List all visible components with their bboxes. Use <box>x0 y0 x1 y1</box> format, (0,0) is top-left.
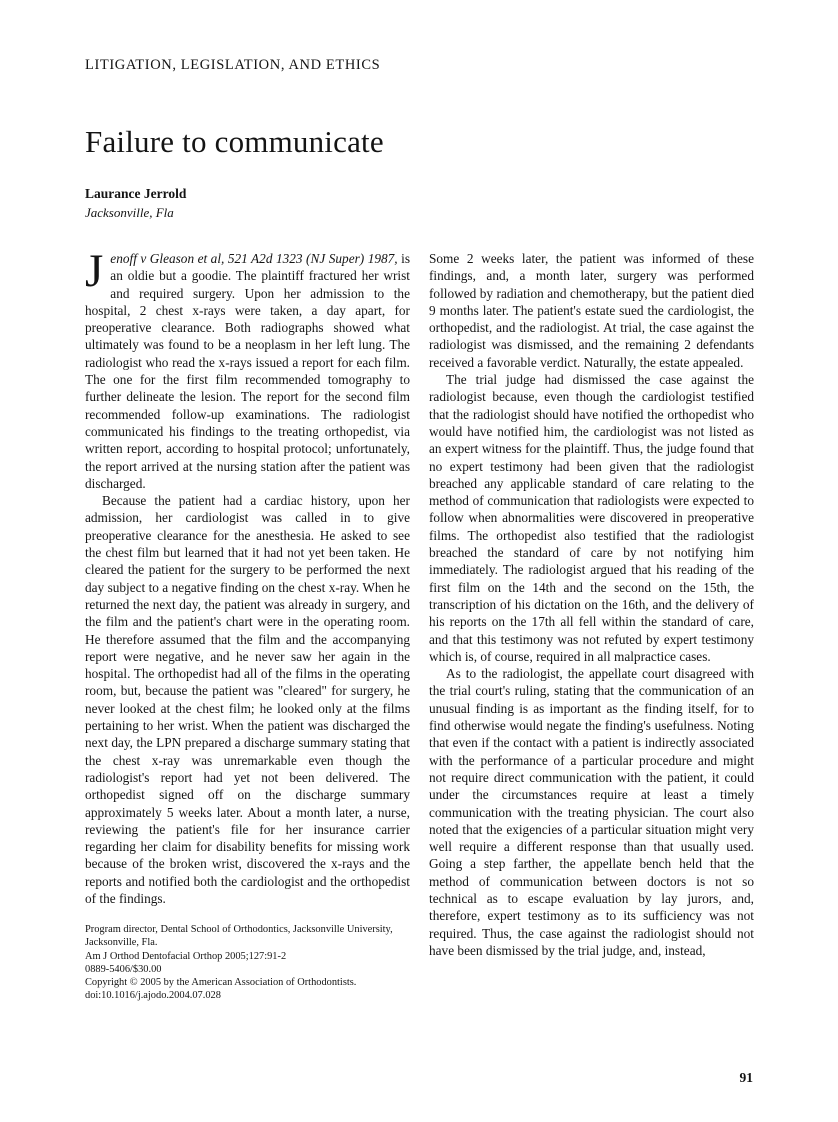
page-content <box>85 0 754 1003</box>
dropcap-letter: J <box>85 245 104 297</box>
paragraph-2: Because the patient had a cardiac history, upon her admission, her cardiologist was called in to give preoperative clearance for the anesthesia. He asked to see the chest film but learned that it had not yet been taken. He cleared the patient for the surgery to be performed the next day subject to a negative finding on the chest x-ray. When he returned the next day, the patient was already in surgery, and the film and the patient's chart were in the operating room. He therefore assumed that the film and the accompanying report were negative, and he never saw her again in the hospital. The orthopedist had all of the films in the operating room, but, because the patient was "cleared" for surgery, he never looked at the chest film; he looked only at the films pertaining to her wrist. When the patient was discharged the next day, the LPN prepared a discharge summary stating that the chest x-ray was unremarkable even though the radiologist's report had yet not been delivered. The orthopedist signed off on the discharge summary approximately 5 weeks later. About a month later, a nurse, reviewing the patient's file for her insurance carrier regarding her claim for disability benefits for missing work because of the broken wrist, discovered the x-rays and the reports and notified both the cardiologist and the orthopedist of the findings. <box>85 493 410 906</box>
paragraph-4: The trial judge had dismissed the case against the radiologist because, even though the cardiologist testified that the radiologist should have notified the orthopedist who would have notified him, the cardiologist was not listed as an expert witness for the plaintiff. Thus, the judge found that no expert testimony had been given that the radiologist breached any applicable standard of care relating to the method of communication that radiologists were expected to follow when abnormalities were discovered in preoperative films. The orthopedist also testified that the radiologist breached the standard of care by not notifying him immediately. The radiologist argued that his reading of the first film on the 14th and the second on the 15th, the transcription of his dictation on the 16th, and the delivery of his reports on the 17th all fell within the standard of care, and that this testimony was not refuted by expert testimony which is, of course, required in all malpractice cases. <box>429 372 754 664</box>
footnote-issn-price: 0889-5406/$30.00 <box>85 963 162 975</box>
footnote-doi: doi:10.1016/j.ajodo.2004.07.028 <box>85 990 221 1002</box>
author-name: Laurance Jerrold <box>85 186 187 201</box>
footnote-copyright: Copyright © 2005 by the American Association of Orthodontists. <box>85 977 357 989</box>
paragraph-1 <box>85 245 410 492</box>
article-title: Failure to communicate <box>85 124 384 159</box>
section-header: LITIGATION, LEGISLATION, AND ETHICS <box>85 57 381 73</box>
paragraph-3: Some 2 weeks later, the patient was informed of these findings, and, a month later, surgery was performed followed by radiation and chemotherapy, but the patient died 9 months later. The patient's estate sued the cardiologist, the orthopedist, and the radiologist. At trial, the case against the radiologist was dismissed, and the remaining 2 defendants received a favorable verdict. Naturally, the estate appealed. <box>429 251 754 370</box>
page-number: 91 <box>739 1070 753 1085</box>
right-column <box>429 250 754 1003</box>
left-column <box>85 245 410 1003</box>
case-citation: enoff v Gleason et al, 521 A2d 1323 (NJ Super) 1987, <box>110 251 398 266</box>
footnotes-block <box>85 923 410 1002</box>
paragraph-1-text: is an oldie but a goodie. The plaintiff fractured her wrist and required surgery. Upon her admission to the hospital, 2 chest x-rays were taken, a day apart, for preoperative clearance. Both radiographs showed what ultimately was found to be a neoplasm in her left lung. The radiologist who read the x-rays issued a report for each film. The one for the first film recommended tomography to further delineate the lesion. The report for the second film recommended follow-up examinations. The radiologist communicated his findings to the treating orthopedist, via written report, according to hospital protocol; unfortunately, the report arrived at the nursing station after the patient was discharged. <box>85 251 410 491</box>
paragraph-5: As to the radiologist, the appellate court disagreed with the trial court's ruling, stating that the communication of an unusual finding is as important as the finding itself, for to find otherwise would negate the finding's usefulness. Noting that even if the contact with a patient is indirectly associated with the performance of a particular procedure and might not require direct communication with the patient, it could under the circumstances require at least a timely communication with the treating physician. The court also noted that the exigencies of a particular situation might very well require a different response than that usually used. Going a step farther, the appellate bench held that the method of communication between doctors is not so technical as to escape evaluation by lay jurors, and, therefore, expert testimony as to its sufficiency was not required. Thus, the case against the radiologist should not have been dismissed by the trial judge, and, instead, <box>429 666 754 958</box>
footnote-journal-citation: Am J Orthod Dentofacial Orthop 2005;127:91-2 <box>85 950 287 962</box>
two-column-body <box>85 245 754 1003</box>
footnote-affiliation: Program director, Dental School of Orthodontics, Jacksonville University, Jacksonville, Fla. <box>85 924 393 949</box>
author-affiliation: Jacksonville, Fla <box>85 205 174 220</box>
